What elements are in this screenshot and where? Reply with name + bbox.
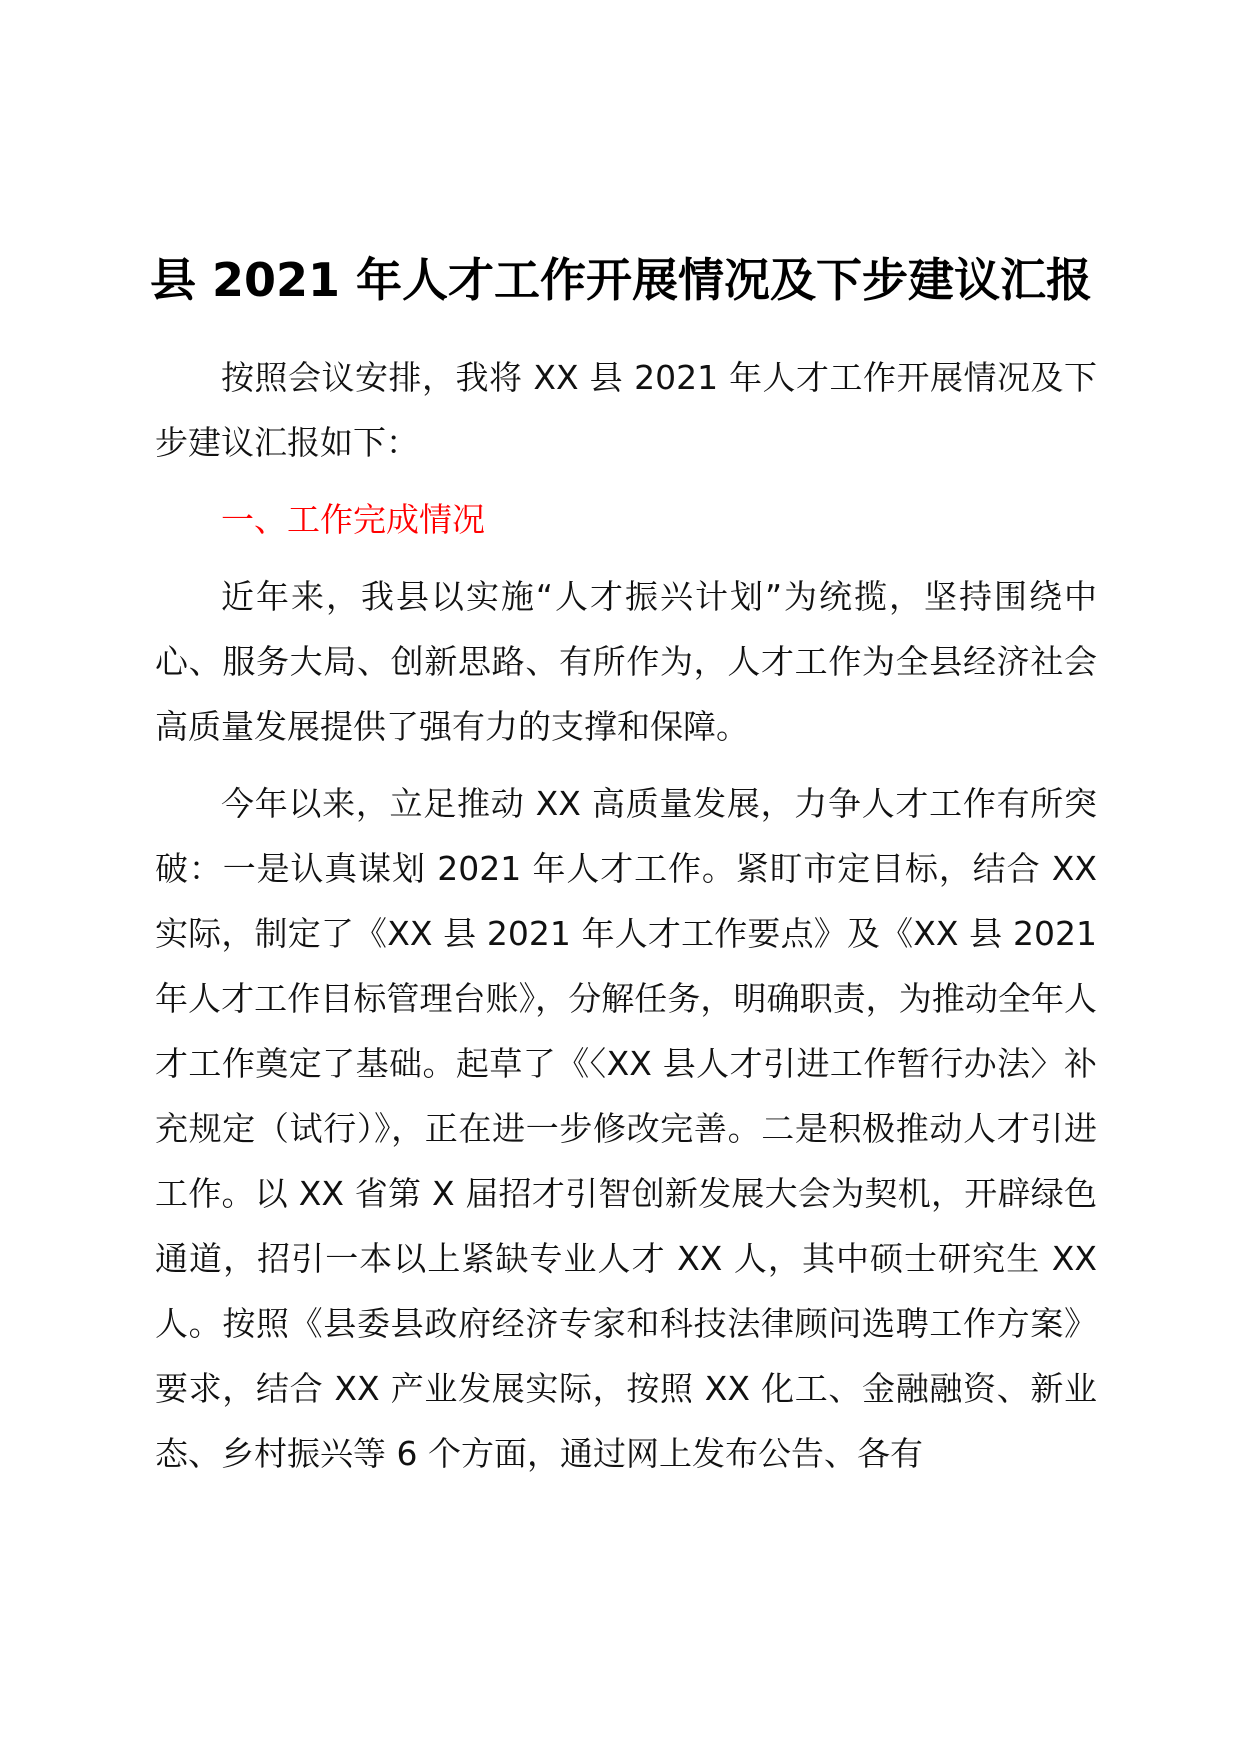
document-title: 县 2021 年人才工作开展情况及下步建议汇报 bbox=[150, 253, 1093, 307]
paragraph-overview: 近年来，我县以实施“人才振兴计划”为统揽，坚持围绕中心、服务大局、创新思路、有所作为，人才工作为全县经济社会高质量发展提供了强有力的支撑和保障。 bbox=[155, 577, 1097, 746]
document-body bbox=[155, 345, 1097, 1486]
intro-paragraph: 按照会议安排，我将 XX 县 2021 年人才工作开展情况及下步建议汇报如下： bbox=[155, 358, 1097, 462]
section-heading: 一、工作完成情况 bbox=[221, 500, 485, 539]
paragraph-progress: 今年以来，立足推动 XX 高质量发展，力争人才工作有所突破：一是认真谋划 2021 年人才工作。紧盯市定目标，结合 XX 实际，制定了《XX 县 2021 年人才工作要点》及《XX 县 2021 年人才工作目标管理台账》，分解任务，明确职责，为推动全年人才工作奠定了基础。起草了《〈XX 县人才引进工作暂行办法〉补充规定（试行）》，正在进一步修改完善。二是积极推动人才引进工作。以 XX 省第 X 届招才引智创新发展大会为契机，开辟绿色通道，招引一本以上紧缺专业人才 XX 人，其中硕士研究生 XX 人。按照《县委县政府经济专家和科技法律顾问选聘工作方案》要求，结合 XX 产业发展实际，按照 XX 化工、金融融资、新业态、乡村振兴等 6 个方面，通过网上发布公告、各有 bbox=[155, 784, 1097, 1473]
